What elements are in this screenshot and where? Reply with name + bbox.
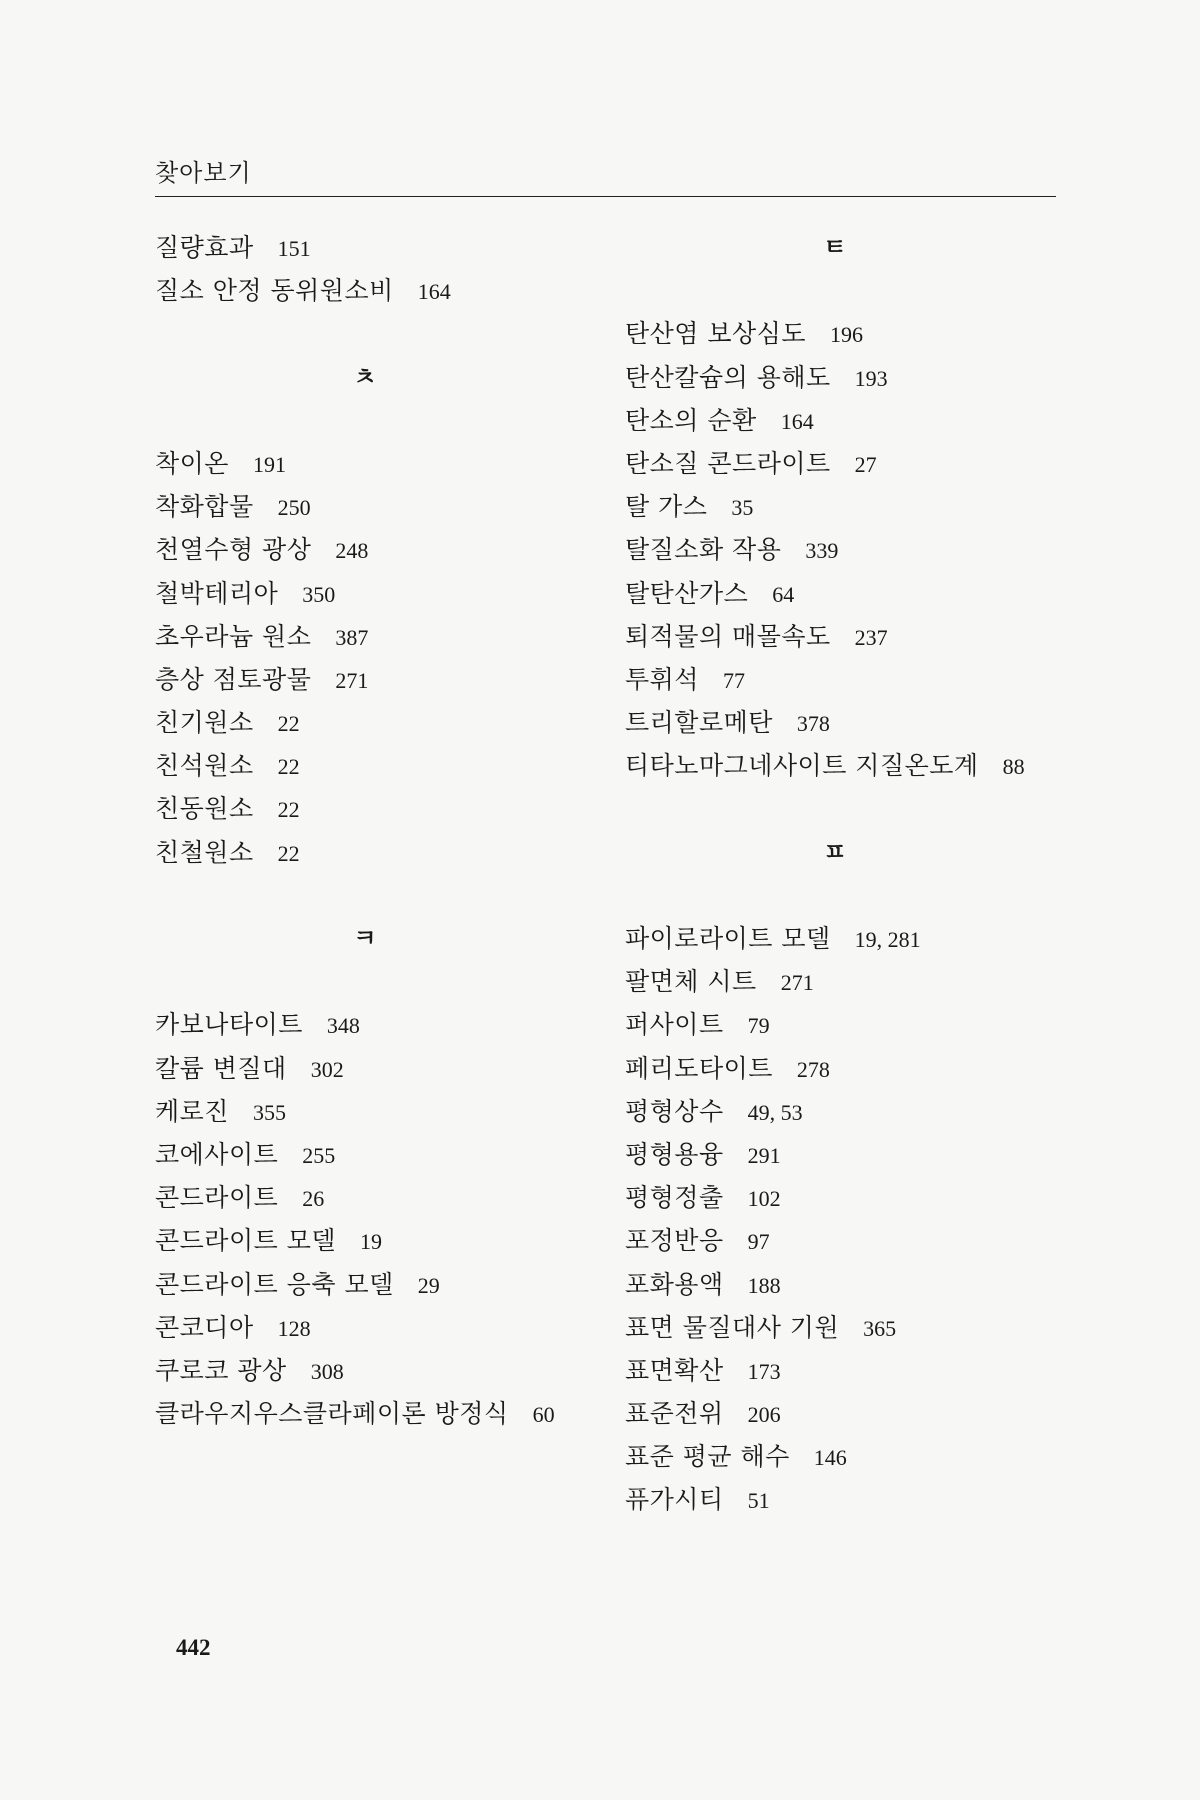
index-term: 층상 점토광물 [155, 664, 312, 694]
index-term: 투휘석 [625, 664, 699, 694]
index-page-refs: 60 [532, 1402, 555, 1428]
index-entry [625, 1263, 1095, 1306]
index-entry [625, 1047, 1095, 1090]
index-page-refs: 206 [747, 1402, 781, 1428]
index-entry [625, 528, 1095, 571]
index-page-refs: 365 [863, 1315, 897, 1341]
index-entry [155, 831, 625, 874]
index-page-refs: 355 [252, 1099, 286, 1125]
index-entry [155, 1306, 625, 1349]
index-entry [155, 226, 625, 269]
index-entry [155, 1133, 625, 1176]
index-term: 표면 물질대사 기원 [625, 1312, 840, 1342]
index-entry [155, 269, 625, 312]
index-column-left [155, 226, 625, 1435]
index-entry [625, 615, 1095, 658]
index-term: 표면확산 [625, 1355, 724, 1385]
index-term: 탄산염 보상심도 [625, 319, 806, 349]
index-term: 콘코디아 [155, 1312, 254, 1342]
index-page-refs: 271 [335, 667, 369, 693]
index-page-refs: 350 [302, 581, 336, 607]
index-page-refs: 64 [772, 581, 795, 607]
index-page-refs: 291 [747, 1142, 781, 1168]
index-page-refs: 302 [310, 1056, 344, 1082]
index-page-refs: 271 [780, 970, 814, 996]
index-page-refs: 102 [747, 1186, 781, 1212]
spacer [625, 269, 1095, 312]
index-term: 쿠로코 광상 [155, 1355, 287, 1385]
index-entry [155, 1090, 625, 1133]
index-page-refs: 378 [796, 711, 830, 737]
index-term: 철박테리아 [155, 578, 279, 608]
index-column-right [625, 226, 1095, 1522]
index-term: 포정반응 [625, 1226, 724, 1256]
index-page-refs: 22 [277, 840, 300, 866]
index-term: 퍼사이트 [625, 1010, 724, 1040]
index-page-refs: 49, 53 [747, 1099, 803, 1125]
index-term: 팔면체 시트 [625, 967, 757, 997]
index-page-refs: 19 [360, 1229, 382, 1255]
index-entry [155, 1392, 625, 1435]
index-entry [625, 1133, 1095, 1176]
index-entry [155, 1219, 625, 1262]
index-entry [155, 787, 625, 830]
index-entry [155, 485, 625, 528]
index-term: 표준 평균 해수 [625, 1442, 790, 1472]
index-page-refs: 308 [310, 1358, 344, 1384]
index-page-refs: 164 [780, 408, 814, 434]
index-entry [155, 528, 625, 571]
index-term: 탄산칼슘의 용해도 [625, 362, 831, 392]
index-term: 티타노마그네사이트 지질온도계 [625, 751, 979, 781]
index-page-refs: 19, 281 [854, 927, 921, 952]
index-entry [155, 1349, 625, 1392]
index-term: 탄소질 콘드라이트 [625, 448, 831, 478]
index-entry [625, 917, 1095, 960]
index-page-refs: 250 [277, 495, 311, 521]
index-term: 친철원소 [155, 837, 254, 867]
index-entry [625, 356, 1095, 399]
index-page-refs: 151 [277, 236, 311, 261]
index-term: 파이로라이트 모델 [625, 924, 831, 953]
index-entry [625, 485, 1095, 528]
index-entry [625, 1392, 1095, 1435]
index-page-refs: 35 [731, 495, 754, 521]
index-term: 초우라늄 원소 [155, 621, 312, 651]
index-entry [155, 615, 625, 658]
index-page-refs: 255 [302, 1142, 336, 1168]
spacer [155, 312, 625, 355]
index-term: 콘드라이트 응축 모델 [155, 1269, 394, 1299]
index-term: 친동원소 [155, 794, 254, 824]
index-page-refs: 22 [277, 711, 300, 737]
index-page-refs: 97 [747, 1229, 770, 1255]
section-letter-heading: ㅌ [823, 233, 847, 261]
index-page-refs: 128 [277, 1315, 311, 1341]
index-page-refs: 79 [747, 1013, 770, 1039]
index-entry [625, 1306, 1095, 1349]
index-page-refs: 22 [277, 754, 300, 780]
index-entry [625, 1219, 1095, 1262]
section-letter-heading: ㅍ [823, 837, 847, 866]
index-page-refs: 387 [335, 624, 369, 650]
index-term: 착화합물 [155, 492, 254, 522]
index-entry [155, 1003, 625, 1046]
index-term: 칼륨 변질대 [155, 1053, 287, 1083]
section-letter-heading: ㅊ [353, 362, 377, 391]
index-term: 친석원소 [155, 751, 254, 781]
spacer [155, 874, 625, 917]
index-entry [155, 1176, 625, 1219]
index-term: 퇴적물의 매몰속도 [625, 621, 831, 651]
index-entry [625, 399, 1095, 442]
index-entry [625, 1003, 1095, 1046]
index-page-refs: 27 [854, 451, 877, 477]
index-term: 퓨가시티 [625, 1485, 724, 1515]
index-entry [625, 1090, 1095, 1133]
index-term: 천열수형 광상 [155, 535, 312, 565]
index-entry [155, 1263, 625, 1306]
index-entry [625, 1176, 1095, 1219]
index-term: 콘드라이트 모델 [155, 1226, 336, 1256]
index-entry [155, 572, 625, 615]
index-page-refs: 26 [302, 1186, 325, 1212]
index-entry [155, 701, 625, 744]
index-term: 평형정출 [625, 1183, 724, 1213]
index-term: 탈 가스 [625, 492, 708, 522]
index-page-refs: 22 [277, 797, 300, 823]
section-letter-heading: ㅋ [353, 924, 377, 952]
index-entry [625, 442, 1095, 485]
index-page-refs: 88 [1002, 754, 1025, 780]
index-entry [625, 960, 1095, 1003]
index-entry [625, 1435, 1095, 1478]
index-term: 케로진 [155, 1096, 229, 1126]
index-page-refs: 237 [854, 624, 888, 650]
index-page-refs: 29 [417, 1272, 440, 1298]
running-head-title: 찾아보기 [155, 159, 252, 187]
index-page-refs: 248 [335, 538, 369, 564]
index-page-refs: 278 [796, 1056, 830, 1082]
index-entry [625, 1349, 1095, 1392]
index-term: 착이온 [155, 448, 229, 478]
index-term: 평형용융 [625, 1139, 724, 1169]
index-term: 표준전위 [625, 1399, 724, 1429]
index-term: 친기원소 [155, 708, 254, 738]
index-entry [625, 744, 1095, 787]
index-term: 탄소의 순환 [625, 405, 757, 435]
index-term: 탈탄산가스 [625, 578, 749, 608]
index-term: 탈질소화 작용 [625, 535, 782, 565]
index-page-refs: 196 [830, 322, 863, 348]
index-term: 포화용액 [625, 1269, 724, 1299]
index-term: 질량효과 [155, 233, 254, 262]
index-term: 클라우지우스클라페이론 방정식 [155, 1399, 509, 1429]
index-term: 코에사이트 [155, 1139, 279, 1169]
index-entry [625, 658, 1095, 701]
index-entry [625, 312, 1095, 355]
index-term: 카보나타이트 [155, 1010, 303, 1040]
index-page-refs: 164 [417, 279, 451, 305]
header-rule [155, 196, 1056, 197]
spacer [155, 399, 625, 442]
index-page-refs: 188 [747, 1272, 781, 1298]
index-term: 질소 안정 동위원소비 [155, 276, 394, 306]
index-term: 평형상수 [625, 1096, 724, 1126]
index-page-refs: 348 [326, 1013, 360, 1039]
index-entry [155, 658, 625, 701]
index-term: 콘드라이트 [155, 1183, 279, 1213]
index-page-refs: 339 [805, 538, 839, 564]
spacer [625, 787, 1095, 830]
page-number: 442 [176, 1635, 211, 1660]
index-entry [155, 442, 625, 485]
spacer [625, 874, 1095, 917]
index-page-refs: 146 [813, 1445, 847, 1471]
index-page-refs: 77 [722, 667, 745, 693]
index-page-refs: 51 [747, 1488, 770, 1514]
index-entry [625, 701, 1095, 744]
index-term: 페리도타이트 [625, 1053, 773, 1083]
index-entry [155, 744, 625, 787]
index-entry [625, 572, 1095, 615]
spacer [155, 960, 625, 1003]
index-page-refs: 173 [747, 1358, 781, 1384]
index-term: 트리할로메탄 [625, 708, 773, 738]
index-entry [155, 1047, 625, 1090]
index-entry [625, 1478, 1095, 1521]
index-page-refs: 193 [854, 365, 888, 391]
index-page-refs: 191 [252, 451, 286, 477]
